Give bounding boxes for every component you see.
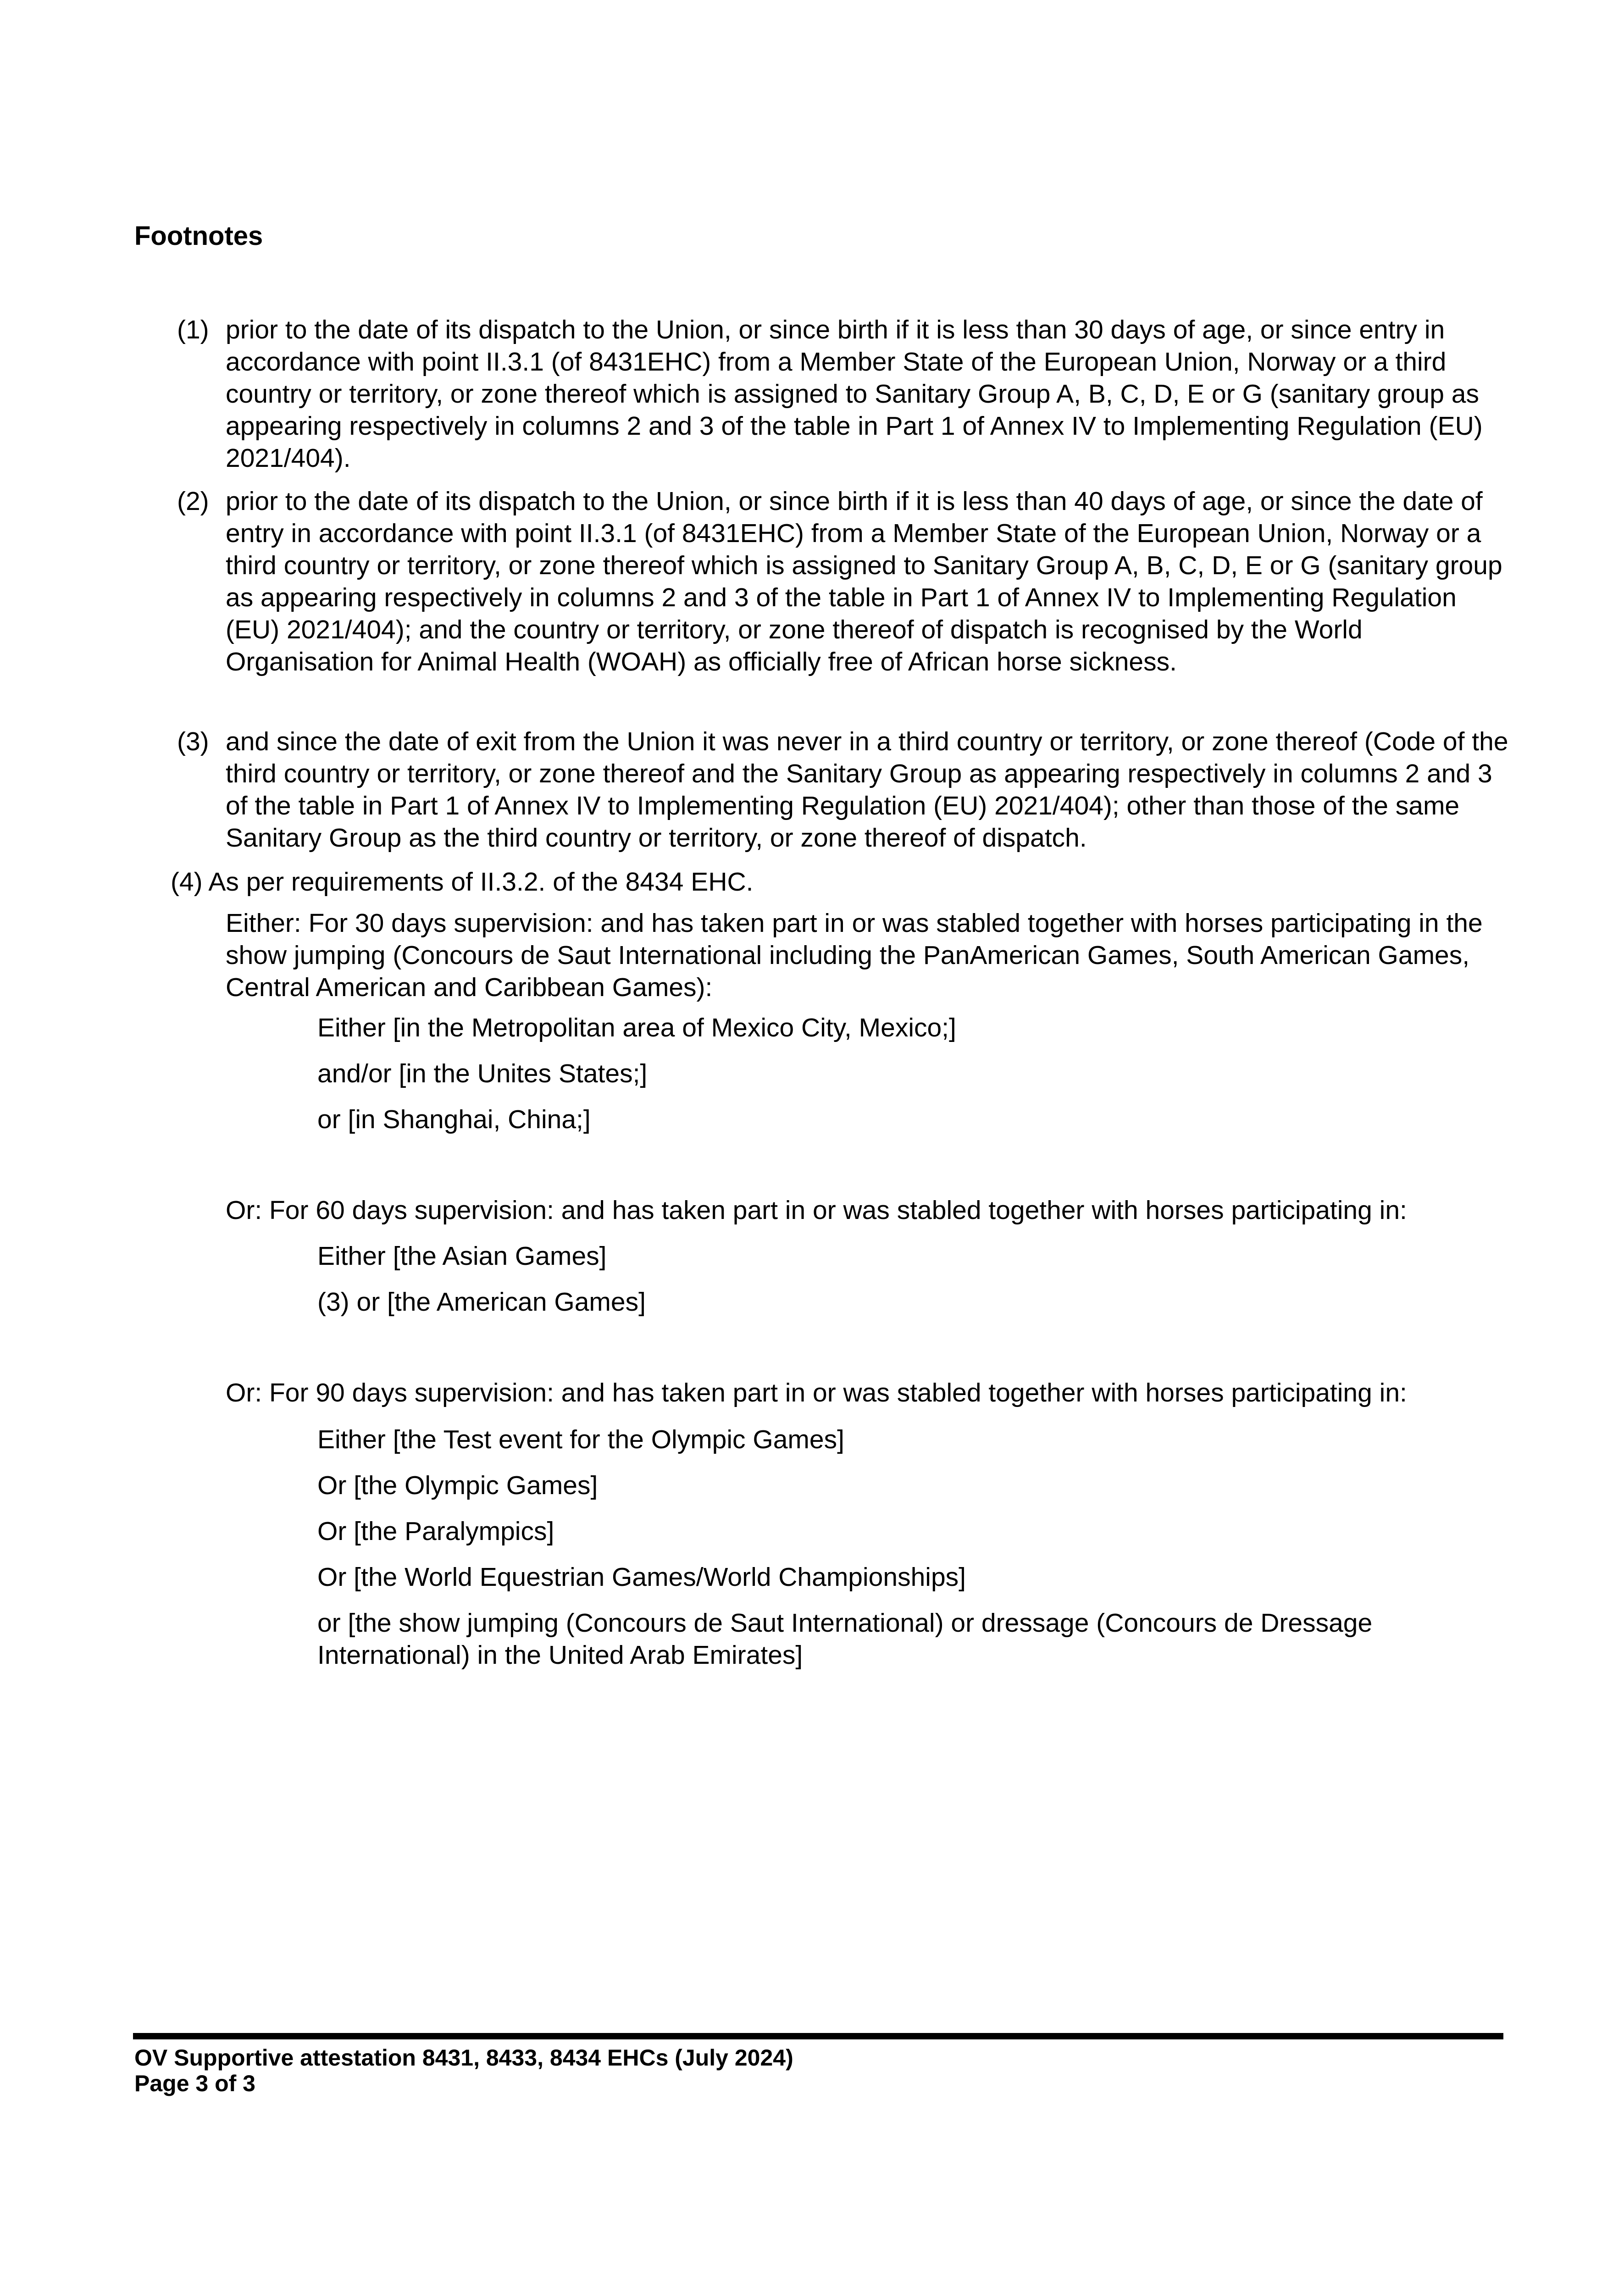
- option-30-item-3: or [in Shanghai, China;]: [317, 1105, 591, 1134]
- footnote-4-heading: (4) As per requirements of II.3.2. of the 8434 EHC.: [171, 867, 754, 897]
- footer-rule: [133, 2033, 1503, 2039]
- option-90-item-3: Or [the Paralympics]: [317, 1517, 554, 1546]
- footer-document-title: OV Supportive attestation 8431, 8433, 8434 EHCs (July 2024): [134, 2045, 793, 2071]
- footnote-3-number: (3): [177, 727, 209, 756]
- footnotes-heading: Footnotes: [134, 221, 263, 251]
- option-90-days-intro: Or: For 90 days supervision: and has taken part in or was stabled together with horses participating in:: [226, 1378, 1407, 1407]
- option-90-item-5: or [the show jumping (Concours de Saut International) or dressage (Concours de Dressage International) in the United Arab Emirates]: [317, 1608, 1373, 1670]
- option-60-days-intro: Or: For 60 days supervision: and has taken part in or was stabled together with horses participating in:: [226, 1196, 1407, 1225]
- option-30-item-2: and/or [in the Unites States;]: [317, 1059, 648, 1088]
- option-90-item-1: Either [the Test event for the Olympic Games]: [317, 1425, 844, 1454]
- option-60-item-1: Either [the Asian Games]: [317, 1241, 607, 1271]
- option-30-item-1: Either [in the Metropolitan area of Mexico City, Mexico;]: [317, 1013, 956, 1042]
- footnote-1-text: prior to the date of its dispatch to the Union, or since birth if it is less than 30 days of age, or since entry in accordance with point II.3.1 (of 8431EHC) from a Member State of the European Union, Norway or a third country or territory, or zone thereof which is assigned to Sanitary Group A, B, C, D, E or G (sanitary group as appearing respectively in columns 2 and 3 of the table in Part 1 of Annex IV to Implementing Regulation (EU) 2021/404).: [226, 315, 1483, 473]
- footer-page-number: Page 3 of 3: [134, 2071, 255, 2096]
- option-90-item-4: Or [the World Equestrian Games/World Championships]: [317, 1562, 966, 1592]
- footnote-1-number: (1): [177, 315, 209, 344]
- footnote-3-text: and since the date of exit from the Union it was never in a third country or territory, or zone thereof (Code of the third country or territory, or zone thereof and the Sanitary Group as appearing respectively in columns 2 and 3 of the table in Part 1 of Annex IV to Implementing Regulation (EU) 2021/404); other than those of the same Sanitary Group as the third country or territory, or zone thereof of dispatch.: [226, 727, 1508, 853]
- option-90-item-2: Or [the Olympic Games]: [317, 1471, 598, 1500]
- footnote-2-text: prior to the date of its dispatch to the Union, or since birth if it is less than 40 days of age, or since the date of entry in accordance with point II.3.1 (of 8431EHC) from a Member State of the European Union, Norway or a third country or territory, or zone thereof which is assigned to Sanitary Group A, B, C, D, E or G (sanitary group as appearing respectively in columns 2 and 3 of the table in Part 1 of Annex IV to Implementing Regulation (EU) 2021/404); and the country or territory, or zone thereof of dispatch is recognised by the World Organisation for Animal Health (WOAH) as officially free of African horse sickness.: [226, 487, 1502, 676]
- option-30-days-intro: Either: For 30 days supervision: and has taken part in or was stabled together with horses participating in the show jumping (Concours de Saut International including the PanAmerican Games, South American Games, Central American and Caribbean Games):: [226, 908, 1483, 1002]
- option-60-item-2: (3) or [the American Games]: [317, 1287, 646, 1317]
- footnote-2-number: (2): [177, 487, 209, 516]
